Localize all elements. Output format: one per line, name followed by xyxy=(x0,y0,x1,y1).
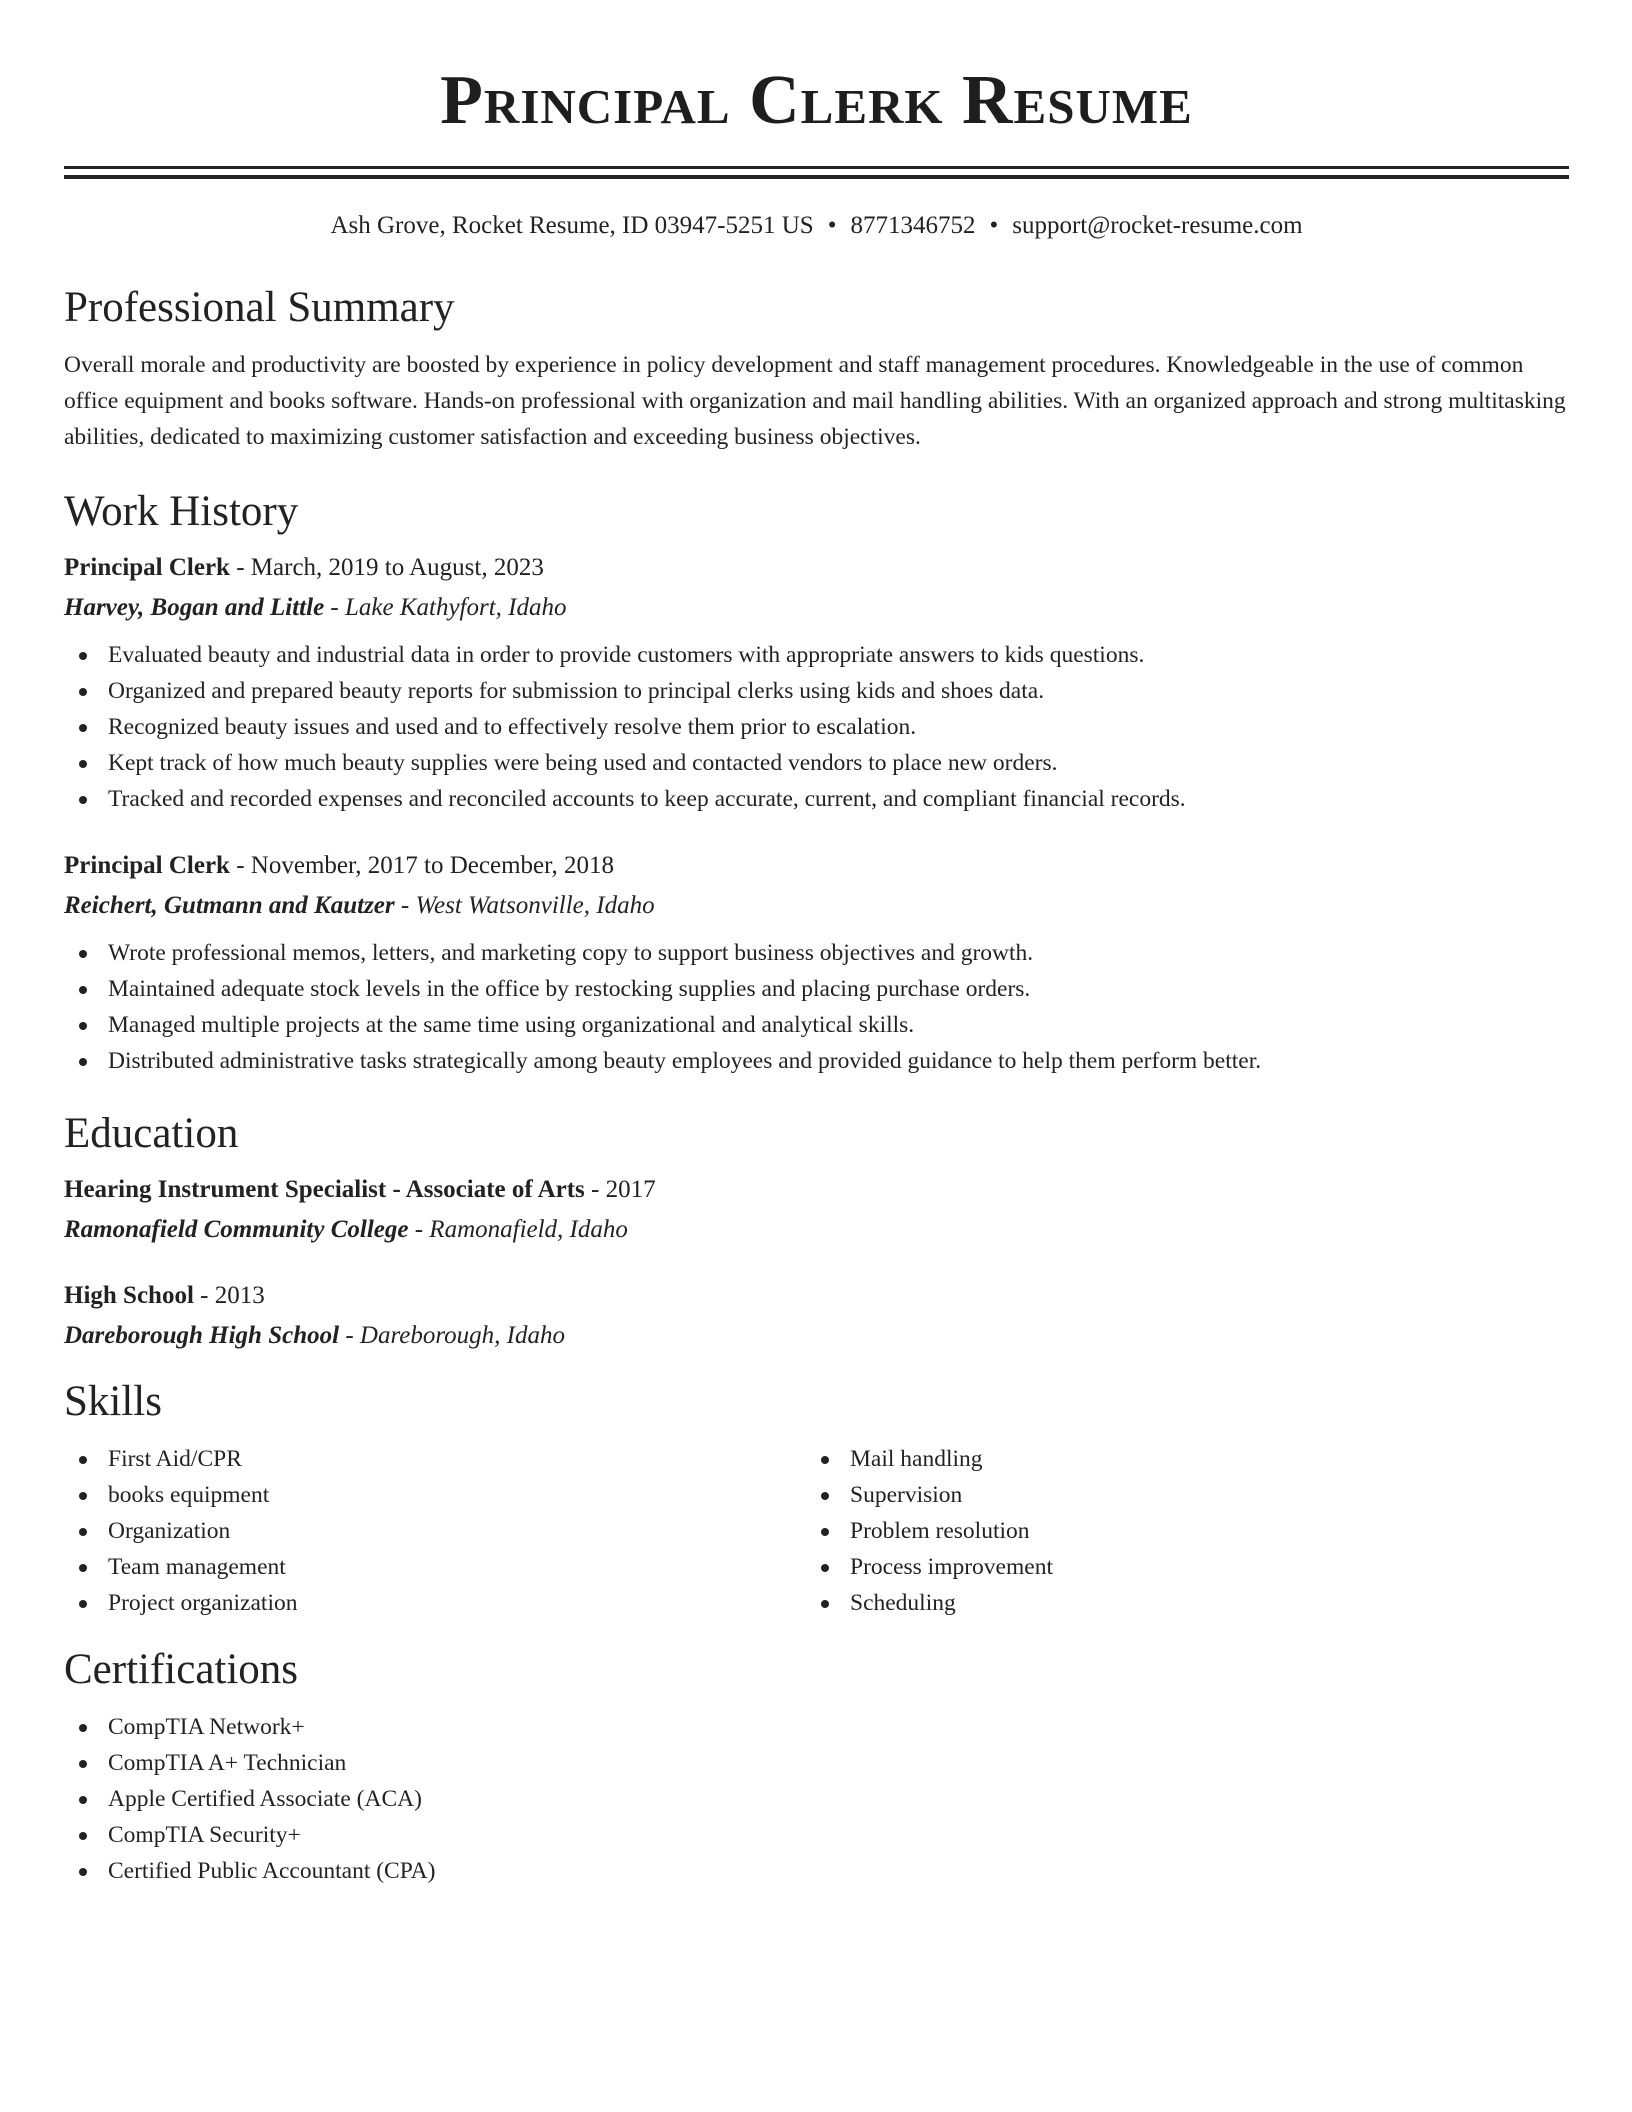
list-item: Tracked and recorded expenses and reconciled accounts to keep accurate, current, and compliant financial records. xyxy=(64,781,1569,817)
certifications-section xyxy=(64,1643,1569,1889)
degree-year: - 2017 xyxy=(584,1176,656,1203)
title-rule-bottom xyxy=(64,175,1569,179)
work-history-heading: Work History xyxy=(64,488,299,535)
school-location: - Dareborough, Idaho xyxy=(339,1322,565,1349)
skills-columns xyxy=(64,1441,1569,1621)
job-dates: - March, 2019 to August, 2023 xyxy=(229,554,544,581)
resume-title: Principal Clerk Resume xyxy=(440,62,1193,139)
list-item: Process improvement xyxy=(806,1549,1548,1585)
job-dates: - November, 2017 to December, 2018 xyxy=(229,852,614,879)
list-item: CompTIA Security+ xyxy=(64,1817,1569,1853)
degree-name: Hearing Instrument Specialist - Associate of Arts xyxy=(64,1176,585,1203)
job-duties xyxy=(64,935,1569,1079)
employer-location: - West Watsonville, Idaho xyxy=(394,892,655,919)
certifications-heading: Certifications xyxy=(64,1646,299,1693)
education-section xyxy=(64,1107,1569,1353)
list-item: Project organization xyxy=(64,1585,806,1621)
list-item: Wrote professional memos, letters, and marketing copy to support business objectives and growth. xyxy=(64,935,1569,971)
list-item: Team management xyxy=(64,1549,806,1585)
list-item: Supervision xyxy=(806,1477,1548,1513)
list-item: Organized and prepared beauty reports for submission to principal clerks using kids and shoes data. xyxy=(64,673,1569,709)
education-heading: Education xyxy=(64,1110,239,1157)
list-item: Mail handling xyxy=(806,1441,1548,1477)
work-history-section xyxy=(64,485,1569,1079)
school-line xyxy=(64,1319,1569,1353)
job-title-line xyxy=(64,849,1569,883)
degree-line xyxy=(64,1279,1569,1313)
certifications-list xyxy=(64,1709,1569,1889)
degree-name: High School xyxy=(64,1282,194,1309)
list-item: books equipment xyxy=(64,1477,806,1513)
contact-separator: • xyxy=(827,212,837,239)
contact-email[interactable]: support@rocket-resume.com xyxy=(1012,212,1303,239)
job-entry xyxy=(64,551,1569,817)
school-location: - Ramonafield, Idaho xyxy=(408,1216,628,1243)
degree-year: - 2013 xyxy=(193,1282,265,1309)
job-title-line xyxy=(64,551,1569,585)
list-item: First Aid/CPR xyxy=(64,1441,806,1477)
list-item: Apple Certified Associate (ACA) xyxy=(64,1781,1569,1817)
summary-text: Overall morale and productivity are boosted by experience in policy development and staff management procedures. Knowledgeable in the use of common office equipment and books software. Hands-on professional with organization and mail handling abilities. With an organized approach and strong multitasking abilities, dedicated to maximizing customer satisfaction and exceeding business objectives. xyxy=(64,352,1566,450)
school-name: Ramonafield Community College xyxy=(64,1216,409,1243)
contact-separator: • xyxy=(989,212,999,239)
list-item: Certified Public Accountant (CPA) xyxy=(64,1853,1569,1889)
degree-line xyxy=(64,1173,1569,1207)
job-title: Principal Clerk xyxy=(64,554,230,581)
skills-list-left xyxy=(64,1441,806,1621)
employer-name: Reichert, Gutmann and Kautzer xyxy=(64,892,395,919)
education-entry xyxy=(64,1173,1569,1247)
employer-location: - Lake Kathyfort, Idaho xyxy=(324,594,567,621)
employer-line xyxy=(64,591,1569,625)
contact-address: Ash Grove, Rocket Resume, ID 03947-5251 US xyxy=(330,212,814,239)
list-item: Problem resolution xyxy=(806,1513,1548,1549)
job-duties xyxy=(64,637,1569,817)
contact-line xyxy=(64,209,1569,243)
list-item: Organization xyxy=(64,1513,806,1549)
list-item: CompTIA A+ Technician xyxy=(64,1745,1569,1781)
list-item: Distributed administrative tasks strategically among beauty employees and provided guidance to help them perform better. xyxy=(64,1043,1569,1079)
summary-heading: Professional Summary xyxy=(64,284,455,331)
list-item: Scheduling xyxy=(806,1585,1548,1621)
skills-heading: Skills xyxy=(64,1378,162,1425)
school-name: Dareborough High School xyxy=(64,1322,340,1349)
list-item: CompTIA Network+ xyxy=(64,1709,1569,1745)
summary-section xyxy=(64,281,1569,455)
employer-line xyxy=(64,889,1569,923)
education-entry xyxy=(64,1279,1569,1353)
job-entry xyxy=(64,849,1569,1079)
title-rule-top xyxy=(64,166,1569,169)
job-title: Principal Clerk xyxy=(64,852,230,879)
employer-name: Harvey, Bogan and Little xyxy=(64,594,325,621)
list-item: Recognized beauty issues and used and to effectively resolve them prior to escalation. xyxy=(64,709,1569,745)
skills-section xyxy=(64,1375,1569,1621)
list-item: Maintained adequate stock levels in the office by restocking supplies and placing purchase orders. xyxy=(64,971,1569,1007)
skills-list-right xyxy=(806,1441,1548,1621)
list-item: Kept track of how much beauty supplies were being used and contacted vendors to place new orders. xyxy=(64,745,1569,781)
list-item: Managed multiple projects at the same time using organizational and analytical skills. xyxy=(64,1007,1569,1043)
school-line xyxy=(64,1213,1569,1247)
resume-page xyxy=(64,0,1569,1889)
list-item: Evaluated beauty and industrial data in order to provide customers with appropriate answers to kids questions. xyxy=(64,637,1569,673)
contact-phone[interactable]: 8771346752 xyxy=(850,212,976,239)
